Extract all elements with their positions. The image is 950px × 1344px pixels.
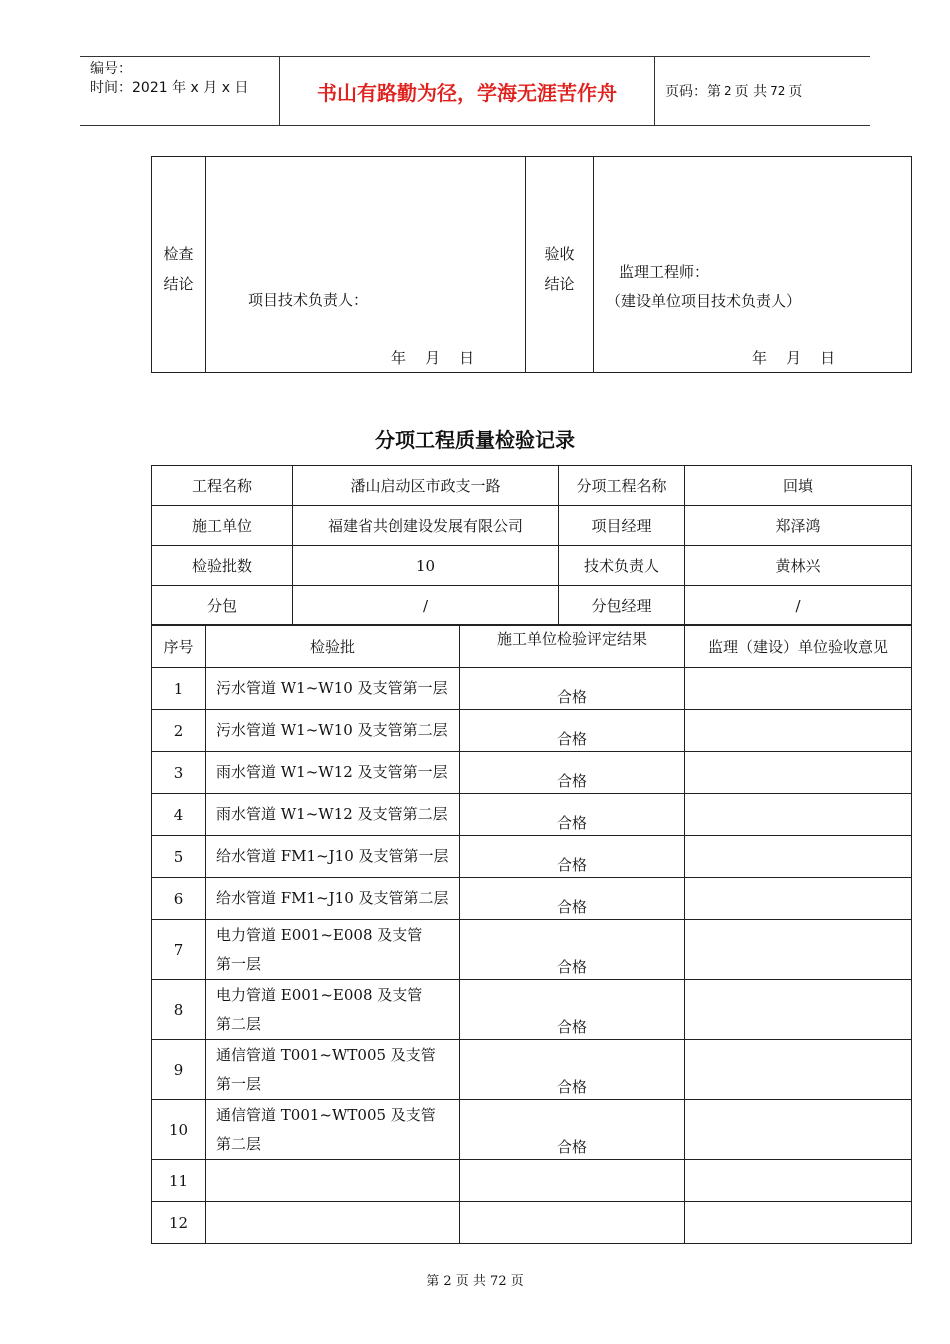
accept-label-1: 验收: [544, 245, 575, 263]
manager: 郑泽鸿: [685, 506, 912, 546]
conclusion-table: [151, 156, 912, 373]
accept-label-cell: [526, 157, 594, 373]
subitem: 回填: [685, 466, 912, 506]
row-result: 合格: [460, 752, 685, 794]
page-header: [80, 56, 870, 126]
header-meta: [80, 57, 280, 125]
row-opinion: [685, 980, 912, 1040]
batch-count-label: 检验批数: [152, 546, 293, 586]
row-batch: 雨水管道 W1~W12 及支管第一层: [206, 752, 460, 794]
check-label-2: 结论: [163, 275, 194, 293]
table-row: [152, 920, 912, 980]
number-label: 编号：: [90, 61, 132, 77]
check-label-cell: [152, 157, 206, 373]
row-opinion: [685, 1160, 912, 1202]
row-result: 合格: [460, 710, 685, 752]
table-row: [152, 1160, 912, 1202]
row-batch-line2: 第二层: [216, 1014, 262, 1033]
table-row: [152, 794, 912, 836]
contractor: 福建省共创建设发展有限公司: [293, 506, 559, 546]
row-result: 合格: [460, 920, 685, 980]
row-opinion: [685, 668, 912, 710]
row-batch: [206, 1202, 460, 1244]
page-prefix: 页码：第: [665, 84, 721, 100]
row-opinion: [685, 1100, 912, 1160]
table-row: [152, 752, 912, 794]
table-row: [152, 878, 912, 920]
tech-lead-label: 项目技术负责人：: [248, 291, 369, 309]
row-result: [460, 1202, 685, 1244]
table-row: [152, 710, 912, 752]
row-seq: 8: [152, 980, 206, 1040]
sub-label: 分包: [152, 586, 293, 626]
contractor-label: 施工单位: [152, 506, 293, 546]
sub-manager: /: [685, 586, 912, 626]
row-seq: 9: [152, 1040, 206, 1100]
row-batch-line2: 第二层: [216, 1134, 262, 1153]
col-batch: 检验批: [206, 625, 460, 668]
row-batch: 给水管道 FM1~J10 及支管第一层: [206, 836, 460, 878]
accept-label-2: 结论: [544, 275, 575, 293]
row-batch-line1: 电力管道 E001~E008 及支管: [216, 925, 423, 944]
row-batch-line2: 第一层: [216, 954, 262, 973]
row-seq: 12: [152, 1202, 206, 1244]
row-opinion: [685, 794, 912, 836]
row-batch: [206, 1040, 460, 1100]
table-row: [152, 1040, 912, 1100]
row-result: 合格: [460, 1040, 685, 1100]
page-mid: 页 共: [734, 84, 768, 100]
row-batch: [206, 1160, 460, 1202]
row-result: 合格: [460, 1100, 685, 1160]
row-seq: 7: [152, 920, 206, 980]
row-batch: 给水管道 FM1~J10 及支管第二层: [206, 878, 460, 920]
col-seq: 序号: [152, 625, 206, 668]
table-row: [152, 1100, 912, 1160]
col-result: 施工单位检验评定结果: [460, 625, 685, 668]
row-seq: 4: [152, 794, 206, 836]
manager-label: 项目经理: [559, 506, 685, 546]
row-opinion: [685, 836, 912, 878]
row-batch-line1: 通信管道 T001~WT005 及支管: [216, 1105, 436, 1124]
row-result: [460, 1160, 685, 1202]
row-batch: [206, 980, 460, 1040]
header-motto: 书山有路勤为径，学海无涯苦作舟: [280, 57, 655, 125]
row-opinion: [685, 1202, 912, 1244]
row-result: 合格: [460, 878, 685, 920]
row-opinion: [685, 878, 912, 920]
row-batch-line2: 第一层: [216, 1074, 262, 1093]
row-seq: 2: [152, 710, 206, 752]
project-name-label: 工程名称: [152, 466, 293, 506]
row-seq: 6: [152, 878, 206, 920]
row-batch: 污水管道 W1~W10 及支管第二层: [206, 710, 460, 752]
row-opinion: [685, 920, 912, 980]
page-num: 2: [724, 84, 732, 98]
table-row: [152, 1202, 912, 1244]
row-batch: [206, 1100, 460, 1160]
project-info-table: [151, 465, 912, 626]
batch-count: 10: [293, 546, 559, 586]
project-name: 潘山启动区市政支一路: [293, 466, 559, 506]
builder-label: （建设单位项目技术负责人）: [606, 292, 802, 310]
sub-manager-label: 分包经理: [559, 586, 685, 626]
row-batch: 污水管道 W1~W10 及支管第一层: [206, 668, 460, 710]
batch-table: [151, 624, 912, 1244]
table-row: [152, 836, 912, 878]
page-footer: 第 2 页 共 72 页: [426, 1274, 524, 1289]
row-seq: 1: [152, 668, 206, 710]
batch-table-header: [152, 625, 912, 668]
row-opinion: [685, 752, 912, 794]
check-content-cell: [206, 157, 526, 373]
row-result: 合格: [460, 980, 685, 1040]
page-suffix: 页: [788, 84, 803, 100]
sub: /: [293, 586, 559, 626]
row-opinion: [685, 710, 912, 752]
check-label-1: 检查: [163, 245, 194, 263]
page-total: 72: [770, 84, 786, 98]
row-seq: 5: [152, 836, 206, 878]
row-opinion: [685, 1040, 912, 1100]
row-batch-line1: 通信管道 T001~WT005 及支管: [216, 1045, 436, 1064]
tech-label: 技术负责人: [559, 546, 685, 586]
page-title: 分项工程质量检验记录: [375, 428, 575, 452]
tech: 黄林兴: [685, 546, 912, 586]
row-result: 合格: [460, 794, 685, 836]
table-row: [152, 980, 912, 1040]
row-batch: [206, 920, 460, 980]
table-row: [152, 668, 912, 710]
row-result: 合格: [460, 836, 685, 878]
col-opinion: 监理（建设）单位验收意见: [685, 625, 912, 668]
header-page-info: [655, 57, 870, 125]
accept-content-cell: [594, 157, 912, 373]
row-seq: 11: [152, 1160, 206, 1202]
supervisor-label: 监理工程师：: [619, 263, 710, 281]
accept-date: 年 月 日: [752, 349, 836, 367]
row-batch-line1: 电力管道 E001~E008 及支管: [216, 985, 423, 1004]
row-result: 合格: [460, 668, 685, 710]
row-batch: 雨水管道 W1~W12 及支管第二层: [206, 794, 460, 836]
row-seq: 10: [152, 1100, 206, 1160]
row-seq: 3: [152, 752, 206, 794]
check-date: 年 月 日: [391, 349, 475, 367]
subitem-label: 分项工程名称: [559, 466, 685, 506]
time-label: 时间：2021 年 x 月 x 日: [90, 80, 249, 96]
